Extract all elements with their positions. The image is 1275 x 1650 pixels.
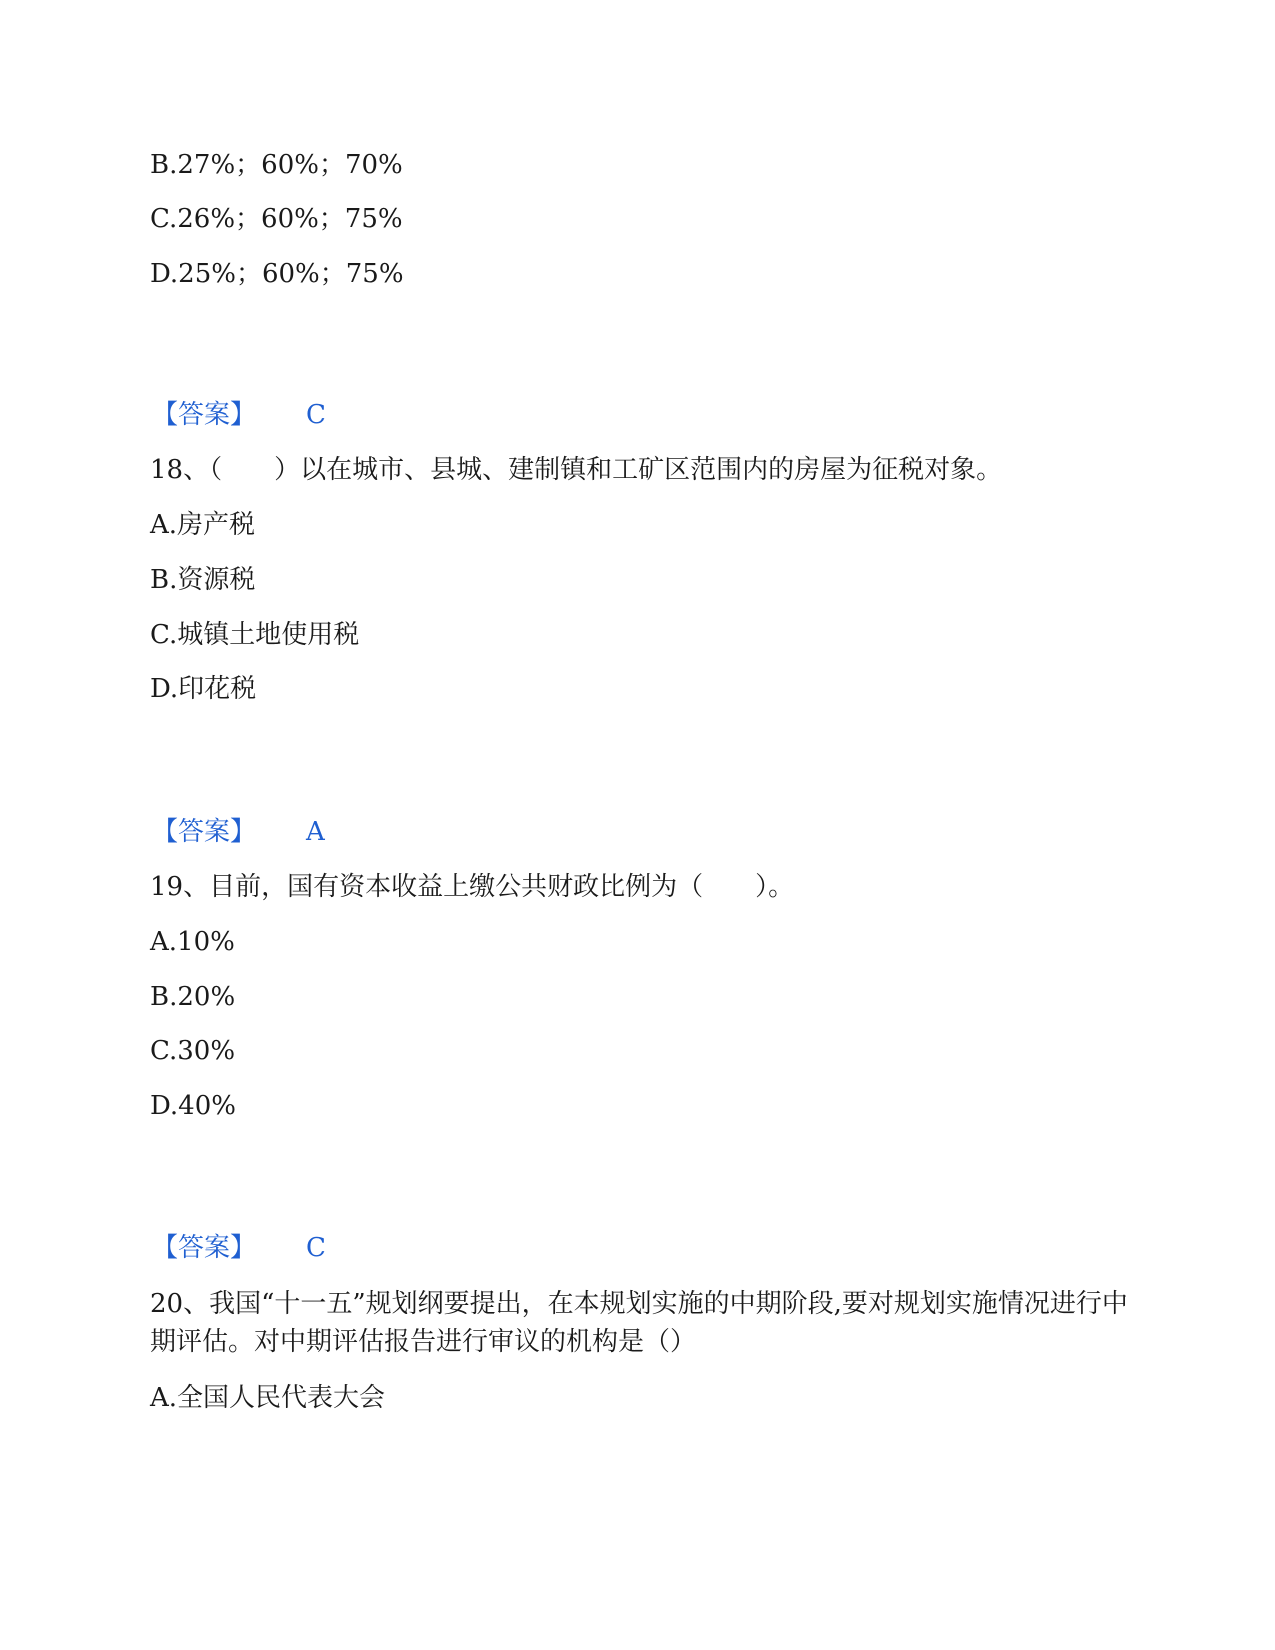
q18-option-a: A.房产税 — [150, 510, 256, 540]
q19-option-c: C.30% — [150, 1036, 236, 1066]
q19-option-b: B.20% — [150, 982, 236, 1012]
q17-option-c: C.26%；60%；75% — [150, 204, 403, 234]
q18-option-d: D.印花税 — [150, 674, 257, 704]
q19-option-a: A.10% — [150, 927, 235, 957]
q19-question: 19、目前，国有资本收益上缴公共财政比例为（ ）。 — [150, 872, 795, 902]
answer-value: C — [306, 1233, 326, 1263]
q17-option-d: D.25%；60%；75% — [150, 259, 404, 289]
q19-answer — [152, 1231, 326, 1265]
q18-question: 18、（ ）以在城市、县城、建制镇和工矿区范围内的房屋为征税对象。 — [150, 455, 1003, 485]
q18-option-c: C.城镇土地使用税 — [150, 620, 360, 650]
answer-label: 【答案】 — [152, 817, 257, 847]
answer-label: 【答案】 — [152, 1233, 257, 1263]
answer-value: C — [306, 400, 326, 430]
q19-option-d: D.40% — [150, 1091, 236, 1121]
q17-option-b: B.27%；60%；70% — [150, 150, 403, 180]
q18-answer — [152, 815, 325, 849]
q17-answer — [152, 398, 326, 432]
q20-option-a: A.全国人民代表大会 — [150, 1383, 386, 1413]
answer-value: A — [306, 817, 325, 847]
answer-label: 【答案】 — [152, 400, 257, 430]
q20-question: 20、我国“十一五”规划纲要提出，在本规划实施的中期阶段,要对规划实施情况进行中期评估。对中期评估报告进行审议的机构是（） — [150, 1289, 1128, 1357]
q18-option-b: B.资源税 — [150, 565, 256, 595]
